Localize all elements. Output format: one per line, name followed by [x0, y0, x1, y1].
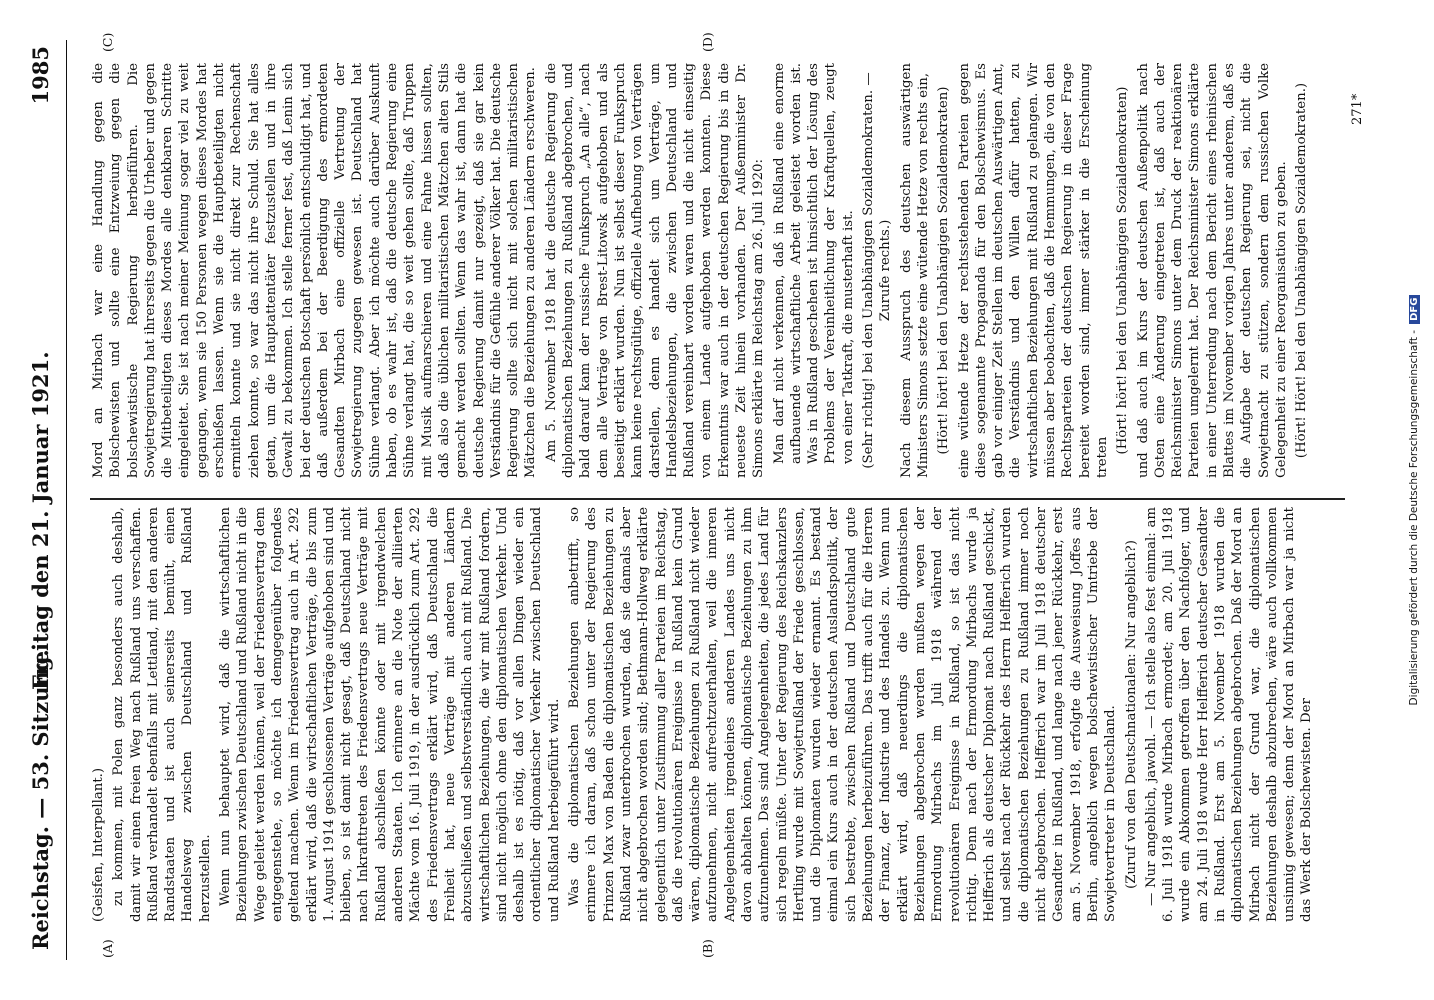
digitization-note [1408, 0, 1426, 1000]
margin-marker-b: (B) [700, 939, 715, 958]
page-number: 1985 [28, 46, 53, 105]
paragraph: (Hört! Hört! bei den Unabhängigen Sozialdemokraten.) [1294, 82, 1310, 459]
paragraph: (Geisfen, Interpellant.) [91, 767, 106, 922]
paragraph: Mord an Mirbach war eine Handlung gegen die Bolschewisten und sollte eine Entzweiung gegen die bolschewistische Regierung herbeiführen. Die Sowjetregierung hat ihrerseits gegen die Urheber und gegen die Mitbeteiligten dieses Mordes alle denkbaren Schritte eingeleitet. Sie ist nach meiner Meinung sogar viel zu weit gegangen, wenn sie 150 Personen wegen dieses Mordes hat erschießen lassen. Wenn sie die Hauptbeteiligten nicht ermitteln konnte und sie nicht direkt zur Rechenschaft ziehen konnte, so war das nicht ihre Schuld. Sie hat alles getan, um die Hauptattentäter festzustellen und in ihre Gewalt zu bekommen. Ich stelle ferner fest, daß Lenin sich bei der deutschen Botschaft persönlich entschuldigt hat, und daß außerdem bei der Beerdigung des ermordeten Gesandten Mirbach eine offizielle Vertretung der Sowjetregierung zugegen gewesen ist. Deutschland hat Sühne verlangt. Aber ich möchte auch darüber Auskunft haben, ob es wahr ist, daß die deutsche Regierung eine Sühne verlangt hat, die so weit gehen sollte, daß Truppen mit Musik aufmarschieren und eine Fahne hissen sollten, daß also die üblichen militaristischen Mätzchen alten Stils gemacht werden sollten. Wenn das wahr ist, dann hat die deutsche Regierung damit nur gezeigt, daß sie gar kein Verständnis für die Gefühle anderer Völker hat. Die deutsche Regierung sollte sich nicht mit solchen militaristischen Mätzchen die Beziehungen zu anderen Ländern erschweren. [91, 63, 539, 478]
paragraph: Wenn nun behauptet wird, daß die wirtschaftlichen Beziehungen zwischen Deutschland und Rußland nicht in die Wege geleitet werden können, weil der Friedensvertrag dem entgegenstehe, so möchte ich demgegenüber folgendes geltend machen. Wenn im Friedensvertrag auch in Art. 292 erklärt wird, daß die wirtschaftlichen Verträge, die bis zum 1. August 1914 geschlossenen Verträge aufgehoben sind und bleiben, so ist damit nicht gesagt, daß Deutschland nicht nach Inkrafttreten des Friedensvertrags neue Verträge mit Rußland abschließen könnte oder mit irgendwelchen anderen Staaten. Ich erinnere an die Note der alliierten Mächte vom 16. Juli 1919, in der ausdrücklich zum Art. 292 des Friedensvertrags erklärt wird, daß Deutschland die Freiheit hat, neue Verträge mit anderen Ländern abzuschließen und selbstverständlich auch mit Rußland. Die wirtschaftlichen Beziehungen, die wir mit Rußland fordern, sind nicht möglich ohne den diplomatischen Verkehr. Und deshalb ist es nötig, daß vor allen Dingen wieder ein ordentlicher diplomatischer Verkehr zwischen Deutschland und Rußland herbeigeführt wird. [218, 507, 562, 922]
paragraph: zu kommen, mit Polen ganz besonders auch deshalb, damit wir einen freien Weg nach Rußland uns verschaffen. Rußland verhandelt ebenfalls mit Lettland, mit den anderen Randstaaten und ist auch seinerseits bemüht, einen Handelsweg zwischen Deutschland und Rußland herzustellen. [111, 507, 213, 922]
header-left: Reichstag. — 53. Sitzung. [28, 649, 53, 950]
page-header [18, 40, 67, 960]
paragraph: (Sehr richtig! bei den Unabhängigen Sozialdemokraten. — Zurufe rechts.) [861, 72, 894, 469]
footer-number: 271* [1350, 93, 1365, 125]
dfg-logo-badge: DFG [1409, 295, 1420, 324]
paragraph: und daß auch im Kurs der deutschen Außenpolitik nach Osten eine Änderung eingetreten ist, daß auch der Reichsminister Simons unter dem Druck der reaktionären Parteien umgelernt hat. Der Reichsminister Simons erklärte in einer Unterredung nach dem Bericht eines rheinischen Blattes im November vorigen Jahres unter anderem, daß es die Aufgabe der deutschen Regierung sei, nicht die Sowjetmacht zu stützen, sondern dem russischen Volke Gelegenheit zu einer Reorganisation zu geben. [1135, 63, 1289, 478]
paragraph: eine wütende Hetze der rechtsstehenden Parteien gegen diese sogenannte Propaganda für den Bolschewismus. Es gab vor einiger Zeit Stellen im deutschen Auswärtigen Amt, die Verständnis und den Willen dafür hatten, zu wirtschaftlichen Beziehungen mit Rußland zu gelangen. Wir müssen aber beobachten, daß die Hemmungen, die von den Rechtsparteien der deutschen Regierung in dieser Frage bereitet worden sind, immer stärker in die Erscheinung treten [956, 63, 1110, 478]
margin-marker-a: (A) [100, 939, 115, 958]
left-text-column [90, 507, 1345, 922]
paragraph: (Hört! hört! bei den Unabhängigen Sozialdemokraten) [936, 86, 952, 455]
right-text-column [90, 63, 1345, 478]
header-date: Freitag den 21. Januar 1921. [28, 351, 53, 690]
paragraph: Am 5. November 1918 hat die deutsche Regierung die diplomatischen Beziehungen zu Rußland abgebrochen, und bald darauf kam der russische Funkspruch „An alle“, nach dem alle Verträge von Brest-Litowsk aufgehoben und als beseitigt erklärt wurden. Nun ist selbst dieser Funkspruch kann keine rechtsgültige, offizielle Aufhebung von Verträgen darstellen, denn es handelt sich um Verträge, um Handelsbeziehungen, die zwischen Deutschland und Rußland vereinbart worden waren und die nicht einseitig von einem Lande aufgehoben werden konnten. Diese Erkenntnis war auch in der deutschen Regierung bis in die neueste Zeit hinein vorhanden. Der Außenminister Dr. Simons erklärte im Reichstag am 26. Juli 1920: [543, 63, 767, 478]
margin-marker-c: (C) [100, 32, 115, 52]
margin-marker-d: (D) [700, 32, 715, 52]
column-divider [90, 499, 1345, 501]
paragraph: Man darf nicht verkennen, daß in Rußland eine enorme aufbauende wirtschaftliche Arbeit geleistet worden ist. Was in Rußland geschehen ist hinsichtlich der Lösung des Problems der Vereinheitlichung der Kraftquellen, zeugt von einer Tatkraft, die musterhaft ist. [771, 63, 856, 464]
paragraph: Was die diplomatischen Beziehungen anbetrifft, so erinnere ich daran, daß schon unter der Regierung des Prinzen Max von Baden die diplomatischen Beziehungen zu Rußland zwar unterbrochen wurden, daß sie damals aber nicht abgebrochen worden sind; Bethmann-Hollweg erklärte gelegentlich unter Zustimmung aller Parteien im Reichstag, daß die revolutionären Ereignisse in Rußland kein Grund wären, diplomatische Beziehungen zu Rußland nicht wieder aufzunehmen, nicht aufrechtzuerhalten, weil die inneren Angelegenheiten irgendeines anderen Landes uns nicht davon abhalten können, diplomatische Beziehungen zu ihm aufzunehmen. Das sind Angelegenheiten, die jedes Land für sich regeln müßte. Unter der Regierung des Reichskanzlers Hertling wurde mit Sowjetrußland der Friede geschlossen, und die Diplomaten wurden wieder ernannt. Es bestand einmal ein Kurs auch in der deutschen Auslandspolitik, der sich bestrebte, zwischen Rußland und Deutschland gute Beziehungen herbeizuführen. Das trifft auch für die Herren der Finanz, der Industrie und des Handels zu. Wenn nun erklärt wird, daß neuerdings die diplomatischen Beziehungen abgebrochen werden mußten wegen der Ermordung Mirbachs im Juli 1918 während der revolutionären Ereignisse in Rußland, so ist das nicht richtig. Denn nach der Ermordung Mirbachs wurde ja Helfferich als deutscher Diplomat nach Rußland geschickt, und selbst nach der Rückkehr des Herrn Helfferich wurden die diplomatischen Beziehungen zu Rußland immer noch nicht abgebrochen. Helfferich war im Juli 1918 deutscher Gesandter in Rußland, und lange nach jener Rückkehr, erst am 5. November 1918, erfolgte die Ausweisung Joffes aus Berlin, angeblich wegen bolschewistischer Umtriebe der Sowjetvertreter in Deutschland. [567, 507, 1119, 922]
paragraph: (Hört! hört! bei den Unabhängigen Sozialdemokraten) [1115, 86, 1131, 455]
paragraph: — Nur angeblich, jawohl. — Ich stelle also fest einmal: am 6. Juli 1918 wurde Mirbach ermordet; am 20. Juli 1918 wurde ein Abkommen getroffen über den Nachfolger, und am 24. Juli 1918 wurde Herr Helfferich deutscher Gesandter in Rußland. Erst am 5. November 1918 wurden die diplomatischen Beziehungen abgebrochen. Daß der Mord an Mirbach nicht der Grund war, die diplomatischen Beziehungen deshalb abzubrechen, wäre auch vollkommen unsinnig gewesen; denn der Mord an Mirbach war ja nicht das Werk der Bolschewisten. Der [1143, 507, 1315, 922]
paragraph: Nach diesem Ausspruch des deutschen auswärtigen Ministers Simons setzte eine wütende Hetze von rechts ein, [898, 63, 931, 478]
paragraph: (Zuruf von den Deutschnationalen: Nur angeblich?) [1123, 540, 1139, 889]
digitization-text: Digitalisierung gefördert durch die Deutsche Forschungsgemeinschaft - [1408, 329, 1420, 706]
